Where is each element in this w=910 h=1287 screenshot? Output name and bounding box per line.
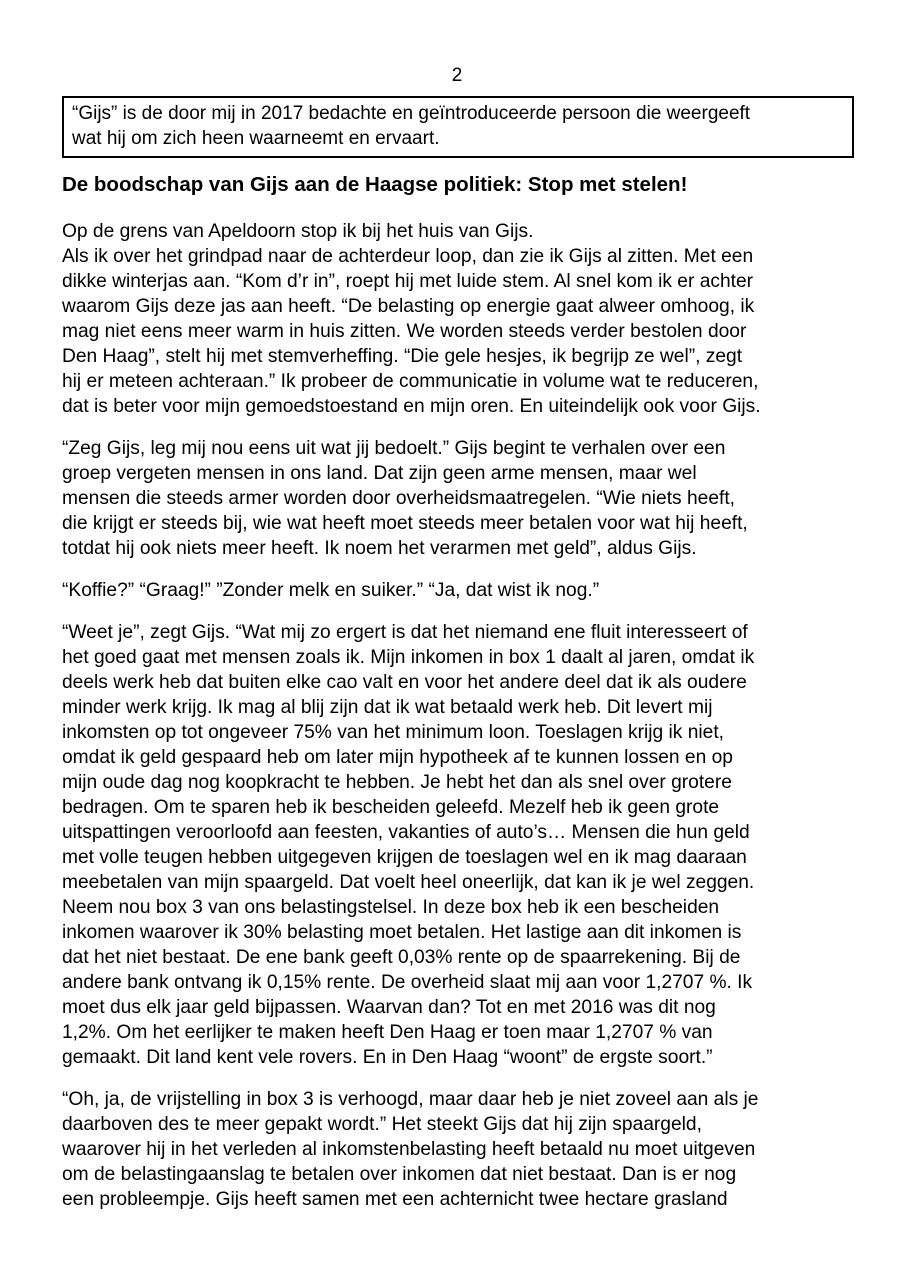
text-line: minder werk krijg. Ik mag al blij zijn dat ik wat betaald werk heb. Dit levert mij	[62, 697, 713, 718]
text-line: “Oh, ja, de vrijstelling in box 3 is verhoogd, maar daar heb je niet zoveel aan als je	[62, 1089, 759, 1110]
text-line: mag niet eens meer warm in huis zitten. We worden steeds verder bestolen door	[62, 321, 747, 342]
text-line: “Zeg Gijs, leg mij nou eens uit wat jij bedoelt.” Gijs begint te verhalen over een	[62, 438, 726, 459]
text-line: daarboven des te meer gepakt wordt.” Het steekt Gijs dat hij zijn spaargeld,	[62, 1114, 702, 1135]
text-line: “Koffie?” “Graag!” ”Zonder melk en suiker.” “Ja, dat wist ik nog.”	[62, 580, 600, 601]
text-line: gemaakt. Dit land kent vele rovers. En in Den Haag “woont” de ergste soort.”	[62, 1047, 713, 1068]
paragraph	[62, 620, 852, 1070]
text-line: mijn oude dag nog koopkracht te hebben. Je hebt het dan als snel over grotere	[62, 772, 732, 793]
article-body	[62, 219, 852, 1229]
text-line: dat het niet bestaat. De ene bank geeft 0,03% rente op de spaarrekening. Bij de	[62, 947, 741, 968]
article-heading: De boodschap van Gijs aan de Haagse politiek: Stop met stelen!	[62, 173, 688, 196]
paragraph	[62, 1087, 852, 1212]
text-line: 1,2%. Om het eerlijker te maken heeft Den Haag er toen maar 1,2707 % van	[62, 1022, 713, 1043]
text-line: met volle teugen hebben uitgegeven krijgen de toeslagen wel en ik mag daaraan	[62, 847, 747, 868]
text-line: groep vergeten mensen in ons land. Dat zijn geen arme mensen, maar wel	[62, 463, 697, 484]
text-line: meebetalen van mijn spaargeld. Dat voelt heel oneerlijk, dat kan ik je wel zeggen.	[62, 872, 755, 893]
paragraph	[62, 436, 852, 561]
text-line: waarom Gijs deze jas aan heeft. “De belasting op energie gaat alweer omhoog, ik	[62, 296, 755, 317]
text-line: een probleempje. Gijs heeft samen met een achternicht twee hectare grasland	[62, 1189, 728, 1210]
text-line: mensen die steeds armer worden door overheidsmaatregelen. “Wie niets heeft,	[62, 488, 735, 509]
text-line: Op de grens van Apeldoorn stop ik bij het huis van Gijs.	[62, 221, 534, 242]
text-line: inkomsten op tot ongeveer 75% van het minimum loon. Toeslagen krijg ik niet,	[62, 722, 724, 743]
text-line: andere bank ontvang ik 0,15% rente. De overheid slaat mij aan voor 1,2707 %. Ik	[62, 972, 753, 993]
text-line: waarover hij in het verleden al inkomstenbelasting heeft betaald nu moet uitgeven	[62, 1139, 756, 1160]
note-line: wat hij om zich heen waarneemt en ervaart.	[72, 128, 440, 149]
page-number: 2	[451, 65, 463, 86]
paragraph	[62, 578, 852, 603]
text-line: inkomen waarover ik 30% belasting moet betalen. Het lastige aan dit inkomen is	[62, 922, 742, 943]
text-line: het goed gaat met mensen zoals ik. Mijn inkomen in box 1 daalt al jaren, omdat ik	[62, 647, 755, 668]
text-line: Neem nou box 3 van ons belastingstelsel. In deze box heb ik een bescheiden	[62, 897, 720, 918]
text-line: moet dus elk jaar geld bijpassen. Waarvan dan? Tot en met 2016 was dit nog	[62, 997, 716, 1018]
text-line: om de belastingaanslag te betalen over inkomen dat niet bestaat. Dan is er nog	[62, 1164, 737, 1185]
text-line: dikke winterjas aan. “Kom d’r in”, roept hij met luide stem. Al snel kom ik er achter	[62, 271, 754, 292]
note-line: “Gijs” is de door mij in 2017 bedachte en geïntroduceerde persoon die weergeeft	[72, 103, 751, 124]
text-line: totdat hij ook niets meer heeft. Ik noem het verarmen met geld”, aldus Gijs.	[62, 538, 697, 559]
intro-note-box	[62, 96, 854, 158]
paragraph	[62, 219, 852, 419]
text-line: dat is beter voor mijn gemoedstoestand en mijn oren. En uiteindelijk ook voor Gijs.	[62, 396, 761, 417]
text-line: Als ik over het grindpad naar de achterdeur loop, dan zie ik Gijs al zitten. Met een	[62, 246, 754, 267]
text-line: Den Haag”, stelt hij met stemverheffing. “Die gele hesjes, ik begrijp ze wel”, zegt	[62, 346, 743, 367]
text-line: uitspattingen veroorloofd aan feesten, vakanties of auto’s… Mensen die hun geld	[62, 822, 750, 843]
text-line: “Weet je”, zegt Gijs. “Wat mij zo ergert is dat het niemand ene fluit interesseert of	[62, 622, 748, 643]
text-line: bedragen. Om te sparen heb ik bescheiden geleefd. Mezelf heb ik geen grote	[62, 797, 720, 818]
text-line: omdat ik geld gespaard heb om later mijn hypotheek af te kunnen lossen en op	[62, 747, 733, 768]
text-line: deels werk heb dat buiten elke cao valt en voor het andere deel dat ik als oudere	[62, 672, 747, 693]
text-line: die krijgt er steeds bij, wie wat heeft moet steeds meer betalen voor wat hij heeft,	[62, 513, 748, 534]
text-line: hij er meteen achteraan.” Ik probeer de communicatie in volume wat te reduceren,	[62, 371, 759, 392]
